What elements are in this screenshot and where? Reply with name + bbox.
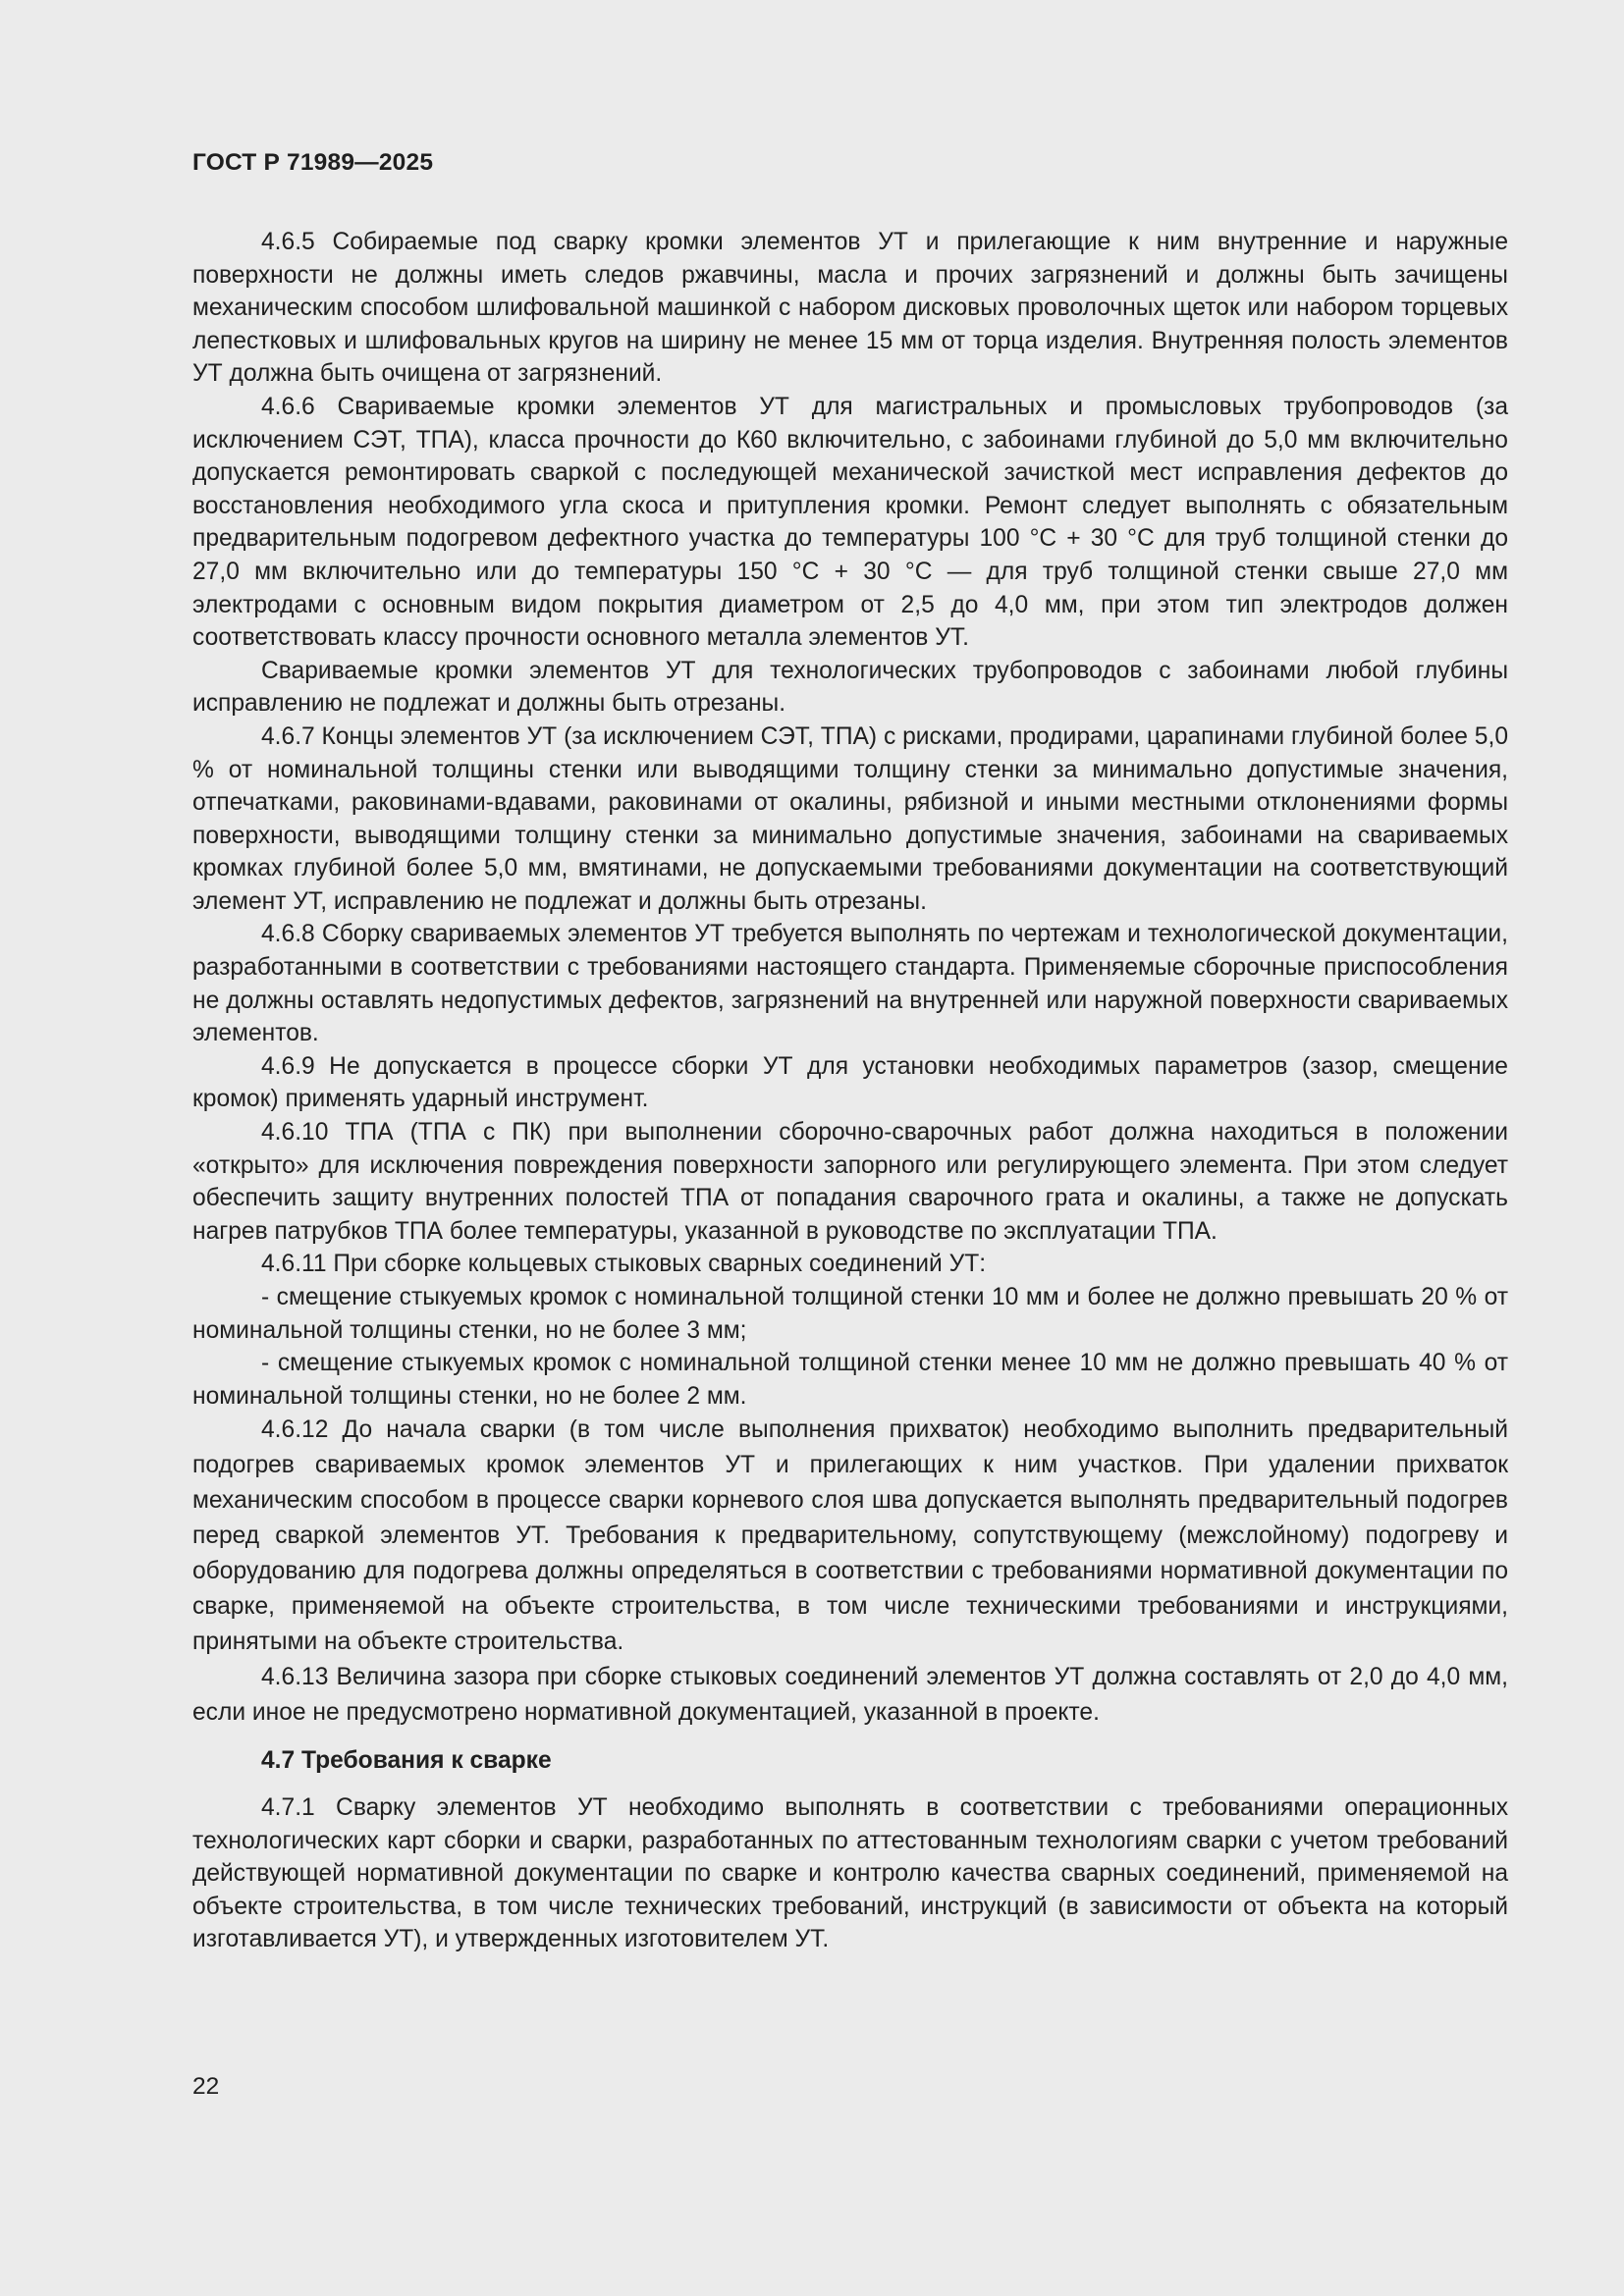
page-number: 22 <box>192 2073 220 2100</box>
paragraph-4-6-11: 4.6.11 При сборке кольцевых стыковых сварных соединений УТ: <box>261 1251 987 1278</box>
section-heading-4-7: 4.7 Требования к сварке <box>261 1747 552 1775</box>
paragraph-4-6-10: 4.6.10 ТПА (ТПА с ПК) при выполнении сборочно-сварочных работ должна находиться в положении «открыто» для исключения повреждения поверхности запорного или регулирующего элемента. При этом следует обеспечить защиту внутренних полостей ТПА от попадания сварочного грата и окалины, а также не допускать нагрев патрубков ТПА более температуры, указанной в руководстве по эксплуатации ТПА. <box>192 1119 1508 1245</box>
paragraph-4-6-6-continued: Свариваемые кромки элементов УТ для технологических трубопроводов с забоинами любой глубины исправлению не подлежат и должны быть отрезаны. <box>192 657 1508 718</box>
paragraph-4-7-1: 4.7.1 Сварку элементов УТ необходимо выполнять в соответствии с требованиями операционных технологических карт сборки и сварки, разработанных по аттестованным технологиям сварки с учетом требований действующей нормативной документации по сварке и контролю качества сварных соединений, применяемой на объекте строительства, в том числе технических требований, инструкций (в зависимости от объекта на который изготавливается УТ), и утвержденных изготовителем УТ. <box>192 1793 1508 1953</box>
paragraph-4-6-9: 4.6.9 Не допускается в процессе сборки УТ для установки необходимых параметров (зазор, смещение кромок) применять ударный инструмент. <box>192 1052 1508 1113</box>
paragraph-4-6-8: 4.6.8 Сборку свариваемых элементов УТ требуется выполнять по чертежам и технологической документации, разработанными в соответствии с требованиями настоящего стандарта. Применяемые сборочные приспособления не должны оставлять недопустимых дефектов, загрязнений на внутренней или наружной поверхности свариваемых элементов. <box>192 921 1508 1047</box>
list-item: - смещение стыкуемых кромок с номинальной толщиной стенки менее 10 мм не должно превышать 40 % от номинальной толщины стенки, но не более 2 мм. <box>192 1350 1508 1410</box>
list-item: - смещение стыкуемых кромок с номинальной толщиной стенки 10 мм и более не должно превышать 20 % от номинальной толщины стенки, но не более 3 мм; <box>192 1284 1508 1344</box>
paragraph-4-6-7: 4.6.7 Концы элементов УТ (за исключением СЭТ, ТПА) с рисками, продирами, царапинами глубиной более 5,0 % от номинальной толщины стенки или выводящими толщину стенки за минимально допустимые значения, отпечатками, раковинами-вдавами, раковинами от окалины, рябизной и иными местными отклонениями формы поверхности, выводящими толщину стенки за минимально допустимые значения, забоинами на свариваемых кромках глубиной более 5,0 мм, вмятинами, не допускаемыми требованиями документации на соответствующий элемент УТ, исправлению не подлежат и должны быть отрезаны. <box>192 722 1508 915</box>
paragraph-4-6-13: 4.6.13 Величина зазора при сборке стыковых соединений элементов УТ должна составлять от 2,0 до 4,0 мм, если иное не предусмотрено нормативной документацией, указанной в проекте. <box>192 1664 1508 1727</box>
paragraph-4-6-6: 4.6.6 Свариваемые кромки элементов УТ для магистральных и промысловых трубопроводов (за исключением СЭТ, ТПА), класса прочности до К60 включительно, с забоинами глубиной до 5,0 мм включительно допускается ремонтировать сваркой с последующей механической зачисткой мест исправления дефектов до восстановления необходимого угла скоса и притупления кромки. Ремонт следует выполнять с обязательным предварительным подогревом дефектного участка до температуры 100 °С + 30 °С для труб толщиной стенки до 27,0 мм включительно или до температуры 150 °С + 30 °С — для труб толщиной стенки свыше 27,0 мм электродами с основным видом покрытия диаметром от 2,5 до 4,0 мм, при этом тип электродов должен соответствовать классу прочности основного металла элементов УТ. <box>192 393 1508 652</box>
paragraph-4-6-12: 4.6.12 До начала сварки (в том числе выполнения прихваток) необходимо выполнить предварительный подогрев свариваемых кромок элементов УТ и прилегающих к ним участков. При удалении прихваток механическим способом в процессе сварки корневого слоя шва допускается выполнять предварительный подогрев перед сваркой элементов УТ. Требования к предварительному, сопутствующему (межслойному) подогреву и оборудованию для подогрева должны определяться в соответствии с требованиями нормативной документации по сварке, применяемой на объекте строительства, в том числе техническими требованиями и инструкциями, принятыми на объекте строительства. <box>192 1416 1508 1656</box>
document-header: ГОСТ Р 71989—2025 <box>192 149 434 176</box>
paragraph-4-6-5: 4.6.5 Собираемые под сварку кромки элементов УТ и прилегающие к ним внутренние и наружные поверхности не должны иметь следов ржавчины, масла и прочих загрязнений и должны быть зачищены механическим способом шлифовальной машинкой с набором дисковых проволочных щеток или набором торцевых лепестковых и шлифовальных кругов на ширину не менее 15 мм от торца изделия. Внутренняя полость элементов УТ должна быть очищена от загрязнений. <box>192 229 1508 388</box>
document-body <box>192 226 1508 1956</box>
